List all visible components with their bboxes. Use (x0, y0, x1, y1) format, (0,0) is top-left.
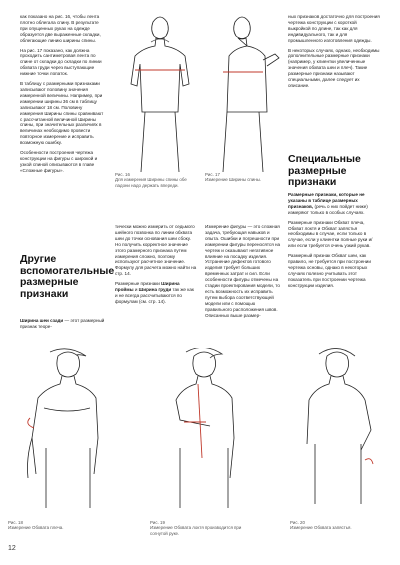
figure-20-wrist-measure (285, 348, 390, 510)
figure-19-illustration (150, 348, 260, 510)
col4-paragraph-3 (288, 192, 380, 216)
figure-20-text: Измерение Обхвата запястья. (290, 525, 352, 531)
armhole-width-term: Ширина проймы (115, 281, 180, 293)
col2-paragraph-1: тически можно измерить от седьмого шейного позвонка по линии обхвата шеи до точки основания шеи сбоку. Но получить корректное значение этого размерного признака путем измерения сложно, поэтому используют расчетное значение. Формулу для расчета можно найти на стр. 14. (115, 224, 197, 277)
col4-paragraph-1: ных признаков достаточно для построения чертежа конструкции с короткой выкройкой по длине, так как для индивидуального, так и для промышленного изготовления одежды. (288, 14, 380, 43)
figure-19-elbow-measure (150, 348, 260, 510)
col4-paragraph-2: В некоторых случаях, однако, необходимы дополнительные размерные признаки (например, у клиентки увеличенные значения обхвата шеи и плеч). Такие размерные признаки называют специальными, далее следует их описание. (288, 47, 380, 88)
figure-17-text: Измерение Ширины спины. (205, 177, 262, 183)
col4-heading: Специальные размерные признаки (288, 153, 361, 188)
col1-paragraph-3: В таблицу с размерными признаками записывают половину значения измеренной величины. Например, при измерении ширины 36 см в таблицу записывают 18 см. Половину измерения Ширины спины сравнивают с рассчитанной величиной Ширины спины, при значительных различиях в величинах необходимо провести повторное измерение и исправить возможную ошибку. (20, 81, 104, 146)
chest-width-term: Ширина груди (138, 287, 172, 293)
col3-paragraph-1: Измерение фигуры — это сложная задача, требующая навыков и опыта. Ошибки и погрешности при измерении фигуры переносятся на чертеж и оказывают негативное влияние на посадку изделия. Устранение дефектов готового изделия требует больших временных затрат и сил. Если особенности фигуры отмечены на стадии проектирования модели, то есть возможность их исправить путем выбора соответствующей модели или с помощью правильного расположения швов. Описанных выше размер- (205, 224, 281, 318)
figure-16-caption (115, 172, 187, 188)
col3-text (205, 224, 283, 323)
figure-16-illustration (115, 10, 205, 182)
col2-paragraph-2 (115, 281, 197, 305)
col4-paragraph-4: Размерные признаки Обхват плеча, Обхват локтя и Обхват запястья необходимы в случае, если только в случае, если у клиентки полные руки и/или если требуется очень узкий рукав. (288, 219, 373, 249)
figure-19-number: Рис. 19 (150, 520, 165, 525)
neck-width-label: Ширина шеи сзади (20, 318, 64, 323)
col1-heading: Другие вспомогательные размерные признаки (20, 253, 115, 300)
col1-paragraph-4: Особенности построения чертежа конструкции на фигуры с широкой и узкой спиной описываются в главе «Сложные фигуры». (20, 150, 98, 173)
col4-paragraph-5: Размерный признак Обхват шеи, как правило, не требуется при построении чертежа основы, однако в некоторых случаях полезно учитывать этот показатель при построении чертежа конструкции изделия. (288, 253, 371, 288)
figure-16-text: Для измерения Ширины спины обе ладони надо держать впереди. (115, 177, 187, 188)
page-number: 12 (8, 545, 16, 552)
col4-text (288, 14, 380, 93)
figure-17-illustration (205, 10, 280, 182)
col2-p2-pre: Размерные признаки (115, 281, 162, 287)
figure-18-illustration (10, 348, 120, 510)
figure-18-text: Измерение Обхвата плеча. (8, 525, 64, 531)
figure-17-caption (205, 172, 271, 183)
col1-text (20, 14, 106, 178)
col4-bottom-text (288, 192, 380, 293)
figure-17-number: Рис. 17 (205, 172, 220, 177)
figure-20-number: Рис. 20 (290, 520, 305, 525)
figure-16-back-width-hands-front (115, 10, 205, 182)
figure-20-illustration (285, 348, 390, 510)
figure-16-number: Рис. 16 (115, 172, 130, 177)
col2-p2-mid: и (133, 287, 139, 293)
figure-18-caption (8, 520, 118, 531)
col1-bottom-text (20, 318, 106, 330)
figure-18-upper-arm-measure (10, 348, 120, 510)
figure-17-back-width-measure (205, 10, 280, 182)
figure-18-number: Рис. 18 (8, 520, 23, 525)
col4-p3-rest: (речь о них пойдет ниже) измеряют только в особых случаях. (288, 203, 368, 215)
figure-19-caption (150, 520, 260, 536)
neck-width-text: — этот размерный признак теоре- (20, 318, 105, 329)
figure-19-text: Измерение Обхвата локтя производится при согнутой руке. (150, 525, 242, 536)
col4-p3-bold: Размерные признаки, которые не указаны в таблице размерных признаков, (288, 192, 365, 209)
figure-20-caption (290, 520, 390, 531)
col2-p2-post: так же как и не всегда рассчитываются по формулам (см. стр. 14). (115, 287, 194, 304)
col1-paragraph-1: как показано на рис. 16, чтобы лента плотно облегала спину. В результате при опущенных руках на одежде образуется две выраженные складки, облегающие линию ширины спины. (20, 14, 101, 43)
col1-paragraph-2: На рис. 17 показано, как должна проходить сантиметровая лента по спине от складки до складки по линии обхвата груди через выступающие нижние точки лопаток. (20, 47, 102, 77)
col2-text (115, 224, 197, 309)
